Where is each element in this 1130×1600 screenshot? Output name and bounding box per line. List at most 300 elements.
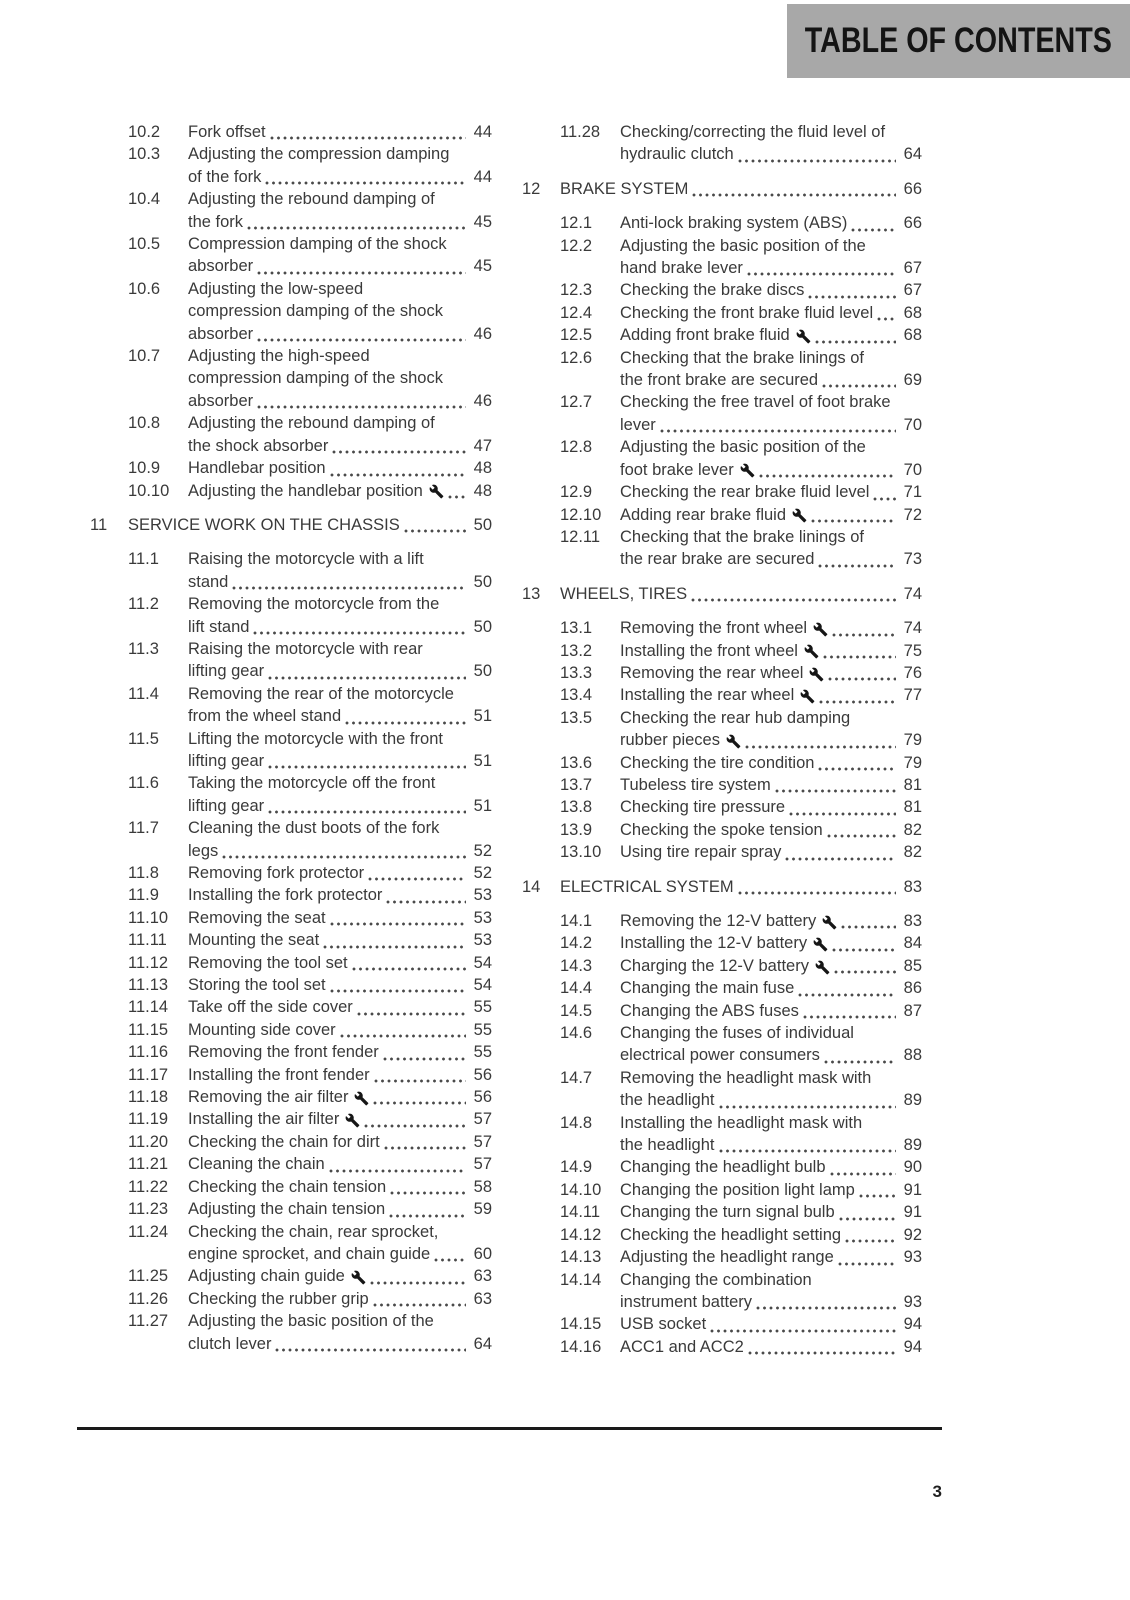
- dot-leader: [845, 1224, 896, 1246]
- toc-entry-lastline: [620, 1044, 922, 1066]
- toc-entry-body: [188, 1086, 492, 1108]
- toc-entry-title: Cleaning the chain: [188, 1155, 325, 1174]
- toc-entry-title: hand brake lever: [620, 259, 743, 278]
- toc-entry-number: 13.4: [560, 686, 593, 705]
- toc-entry-line: compression damping of the shock: [188, 302, 443, 321]
- toc-entry-body: [188, 548, 492, 593]
- toc-entry-line: Checking the rear hub damping: [620, 708, 851, 727]
- toc-entry-line: Removing the headlight mask with: [620, 1068, 872, 1087]
- toc-entry-lastline: [188, 840, 492, 862]
- dot-leader: [364, 1108, 466, 1130]
- toc-entry-body: [620, 526, 922, 571]
- toc-entry-body: [560, 876, 922, 898]
- toc-entry-title: from the wheel stand: [188, 707, 342, 726]
- toc-entry-number: 14.5: [560, 1001, 593, 1020]
- toc-entry-page: 53: [473, 886, 492, 905]
- toc-entry-number: 13.7: [560, 775, 593, 794]
- dot-leader: [330, 907, 466, 929]
- toc-entry: [90, 974, 492, 996]
- dot-leader: [719, 1134, 897, 1156]
- toc-entry: [90, 480, 492, 502]
- toc-entry-lastline: [620, 481, 922, 503]
- dot-leader: [828, 662, 896, 684]
- toc-entry-body: [620, 212, 922, 234]
- toc-entry-page: 93: [903, 1248, 922, 1267]
- toc-chapter-number: 14: [522, 877, 541, 896]
- toc-entry-page: 87: [903, 1001, 922, 1020]
- toc-entry-page: 63: [473, 1267, 492, 1286]
- toc-entry-lastline: [620, 729, 922, 751]
- toc-chapter-number: 11: [90, 515, 108, 534]
- toc-entry-number: 11.27: [128, 1312, 169, 1331]
- toc-entry-title: Charging the 12-V battery: [620, 956, 809, 975]
- toc-entry-title: the shock absorber: [188, 436, 329, 455]
- toc-entry-line: Adjusting the low-speed: [188, 279, 364, 298]
- toc-entry-body: [188, 772, 492, 817]
- toc-entry-lastline: [188, 996, 492, 1018]
- toc-entry-title: Adjusting the handlebar position: [188, 481, 423, 500]
- toc-entry-body: [620, 481, 922, 503]
- toc-entry-line: Checking that the brake linings of: [620, 348, 864, 367]
- toc-entry: [522, 684, 922, 706]
- dot-leader: [389, 1198, 466, 1220]
- toc-entry-body: [620, 640, 922, 662]
- toc-entry-page: 54: [473, 976, 492, 995]
- toc-chapter: [522, 583, 922, 605]
- toc-entry-lastline: [620, 279, 922, 301]
- toc-entry-body: [620, 302, 922, 324]
- toc-entry: [90, 1198, 492, 1220]
- toc-entry-page: 81: [903, 798, 922, 817]
- toc-entry-title: Installing the 12-V battery: [620, 934, 808, 953]
- toc-entry-lastline: [620, 752, 922, 774]
- toc-entry-lastline: [620, 1156, 922, 1178]
- toc-entry: [90, 683, 492, 728]
- toc-entry-line: compression damping of the shock: [188, 369, 443, 388]
- toc-entry-title: the fork: [188, 212, 244, 231]
- toc-entry: [522, 1112, 922, 1157]
- toc-entry: [522, 1336, 922, 1358]
- toc-entry-page: 85: [903, 956, 922, 975]
- toc-entry: [522, 235, 922, 280]
- toc-entry-lastline: [560, 876, 922, 898]
- toc-entry-lastline: [620, 548, 922, 570]
- dot-leader: [877, 302, 896, 324]
- dot-leader: [747, 257, 896, 279]
- toc-entry-number: 11.1: [128, 550, 159, 569]
- toc-entry-body: [188, 996, 492, 1018]
- toc-entry-title: absorber: [188, 324, 254, 343]
- toc-entry-lastline: [188, 884, 492, 906]
- toc-entry-number: 12.7: [560, 393, 593, 412]
- toc-entry: [90, 1108, 492, 1130]
- toc-entry: [522, 1201, 922, 1223]
- toc-entry-body: [188, 1019, 492, 1041]
- toc-entry-lastline: [560, 583, 922, 605]
- toc-entry-number: 14.15: [560, 1315, 602, 1334]
- toc-entry-body: [620, 279, 922, 301]
- toc-entry-body: [560, 583, 922, 605]
- toc-entry-number: 11.24: [128, 1222, 169, 1241]
- toc-entry: [522, 841, 922, 863]
- toc-entry-lastline: [620, 841, 922, 863]
- toc-entry-page: 79: [903, 753, 922, 772]
- dot-leader: [785, 841, 896, 863]
- toc-entry-title: lifting gear: [188, 796, 265, 815]
- toc-entry: [90, 457, 492, 479]
- toc-entry-page: 88: [903, 1046, 922, 1065]
- toc-entry: [90, 1131, 492, 1153]
- toc-entry-page: 90: [903, 1158, 922, 1177]
- toc-entry-title: Installing the front fender: [188, 1065, 370, 1084]
- toc-entry-number: 14.14: [560, 1270, 602, 1289]
- toc-entry-title: the headlight: [620, 1136, 715, 1155]
- toc-entry-body: [620, 841, 922, 863]
- toc-entry-title: Checking tire pressure: [620, 798, 786, 817]
- toc-entry-body: [620, 1313, 922, 1335]
- toc-entry-body: [620, 391, 922, 436]
- dot-leader: [859, 1179, 896, 1201]
- dot-leader: [789, 796, 896, 818]
- toc-entry-page: 70: [903, 460, 922, 479]
- toc-entry-title: legs: [188, 841, 219, 860]
- toc-entry-lastline: [620, 1246, 922, 1268]
- toc-entry-title: Adjusting chain guide: [188, 1267, 345, 1286]
- toc-entry-line: Adjusting the basic position of the: [188, 1312, 434, 1331]
- toc-entry: [90, 143, 492, 188]
- toc-entry-title: lifting gear: [188, 751, 265, 770]
- toc-chapter-page: 83: [903, 877, 922, 896]
- dot-leader: [247, 211, 466, 233]
- dot-leader: [798, 977, 896, 999]
- toc-chapter-number: 13: [522, 584, 541, 603]
- toc-entry-lastline: [188, 1041, 492, 1063]
- toc-entry: [90, 278, 492, 345]
- dot-leader: [824, 1044, 896, 1066]
- toc-entry-line: Changing the combination: [620, 1270, 812, 1289]
- toc-entry-lastline: [188, 323, 492, 345]
- toc-entry-lastline: [188, 1086, 492, 1108]
- toc-entry-page: 51: [473, 751, 492, 770]
- toc-entry-lastline: [188, 166, 492, 188]
- toc-chapter-title: SERVICE WORK ON THE CHASSIS: [128, 515, 400, 534]
- toc-entry-page: 73: [903, 550, 922, 569]
- toc-entry-body: [620, 1000, 922, 1022]
- toc-entry-lastline: [620, 640, 922, 662]
- toc-entry: [522, 774, 922, 796]
- toc-entry-title: hydraulic clutch: [620, 145, 734, 164]
- toc-entry: [90, 593, 492, 638]
- toc-entry-page: 45: [473, 257, 492, 276]
- toc-entry-title: engine sprocket, and chain guide: [188, 1244, 431, 1263]
- toc-entry: [90, 233, 492, 278]
- toc-entry-page: 52: [473, 841, 492, 860]
- toc-entry-body: [188, 1064, 492, 1086]
- toc-entry-page: 77: [903, 686, 922, 705]
- toc-entry-page: 50: [473, 572, 492, 591]
- toc-entry: [522, 1269, 922, 1314]
- toc-entry-body: [620, 324, 922, 346]
- toc-entry-number: 11.23: [128, 1200, 169, 1219]
- toc-entry-body: [188, 1310, 492, 1355]
- toc-entry-lastline: [560, 178, 922, 200]
- dot-leader: [222, 840, 466, 862]
- toc-chapter: [522, 876, 922, 898]
- toc-entry-title: Checking the chain tension: [188, 1177, 387, 1196]
- dot-leader: [340, 1019, 466, 1041]
- footer-divider: [77, 1427, 942, 1430]
- toc-entry-page: 92: [903, 1225, 922, 1244]
- toc-entry-page: 89: [903, 1091, 922, 1110]
- toc-entry-page: 50: [473, 662, 492, 681]
- toc-entry-title: Removing the tool set: [188, 953, 348, 972]
- dot-leader: [832, 617, 896, 639]
- toc-entry-page: 82: [903, 820, 922, 839]
- toc-entry: [522, 819, 922, 841]
- toc-entry-page: 51: [473, 796, 492, 815]
- toc-entry-number: 10.6: [128, 279, 161, 298]
- toc-entry: [522, 662, 922, 684]
- toc-entry-number: 11.7: [128, 819, 159, 838]
- toc-entry-body: [188, 1108, 492, 1130]
- dot-leader: [357, 996, 466, 1018]
- toc-entry-page: 53: [473, 908, 492, 927]
- toc-entry-number: 13.1: [560, 619, 593, 638]
- wrench-icon: [740, 463, 755, 478]
- toc-entry-number: 10.5: [128, 235, 161, 254]
- toc-entry-page: 51: [473, 707, 492, 726]
- toc-entry-body: [620, 955, 922, 977]
- toc-entry-title: Changing the position light lamp: [620, 1180, 855, 1199]
- toc-entry-lastline: [620, 369, 922, 391]
- toc-entry-number: 14.16: [560, 1337, 602, 1356]
- toc-entry-body: [620, 1201, 922, 1223]
- dot-leader: [268, 795, 466, 817]
- toc-entry-lastline: [188, 1108, 492, 1130]
- toc-entry-number: 11.13: [128, 976, 169, 995]
- toc-entry: [522, 324, 922, 346]
- toc-entry-lastline: [620, 1291, 922, 1313]
- toc-entry-body: [188, 974, 492, 996]
- dot-leader: [811, 504, 896, 526]
- toc-entry-page: 47: [473, 436, 492, 455]
- dot-leader: [851, 212, 896, 234]
- toc-entry-body: [188, 1221, 492, 1266]
- dot-leader: [232, 571, 466, 593]
- dot-leader: [374, 1064, 466, 1086]
- toc-entry-body: [620, 1246, 922, 1268]
- toc-entry-body: [188, 593, 492, 638]
- toc-entry: [522, 1224, 922, 1246]
- toc-entry-page: 74: [903, 619, 922, 638]
- toc-entry-body: [128, 514, 492, 536]
- dot-leader: [841, 910, 896, 932]
- toc-entry-number: 11.18: [128, 1088, 169, 1107]
- wrench-icon: [809, 667, 824, 682]
- dot-leader: [390, 1176, 466, 1198]
- dot-leader: [434, 1243, 466, 1265]
- dot-leader: [838, 1246, 896, 1268]
- toc-entry-body: [620, 1179, 922, 1201]
- toc-entry-body: [188, 907, 492, 929]
- dot-leader: [257, 255, 466, 277]
- toc-entry-lastline: [620, 1134, 922, 1156]
- toc-entry-body: [188, 278, 492, 345]
- toc-entry-body: [620, 347, 922, 392]
- toc-entry-title: Installing the fork protector: [188, 886, 383, 905]
- toc-entry-title: Adjusting the headlight range: [620, 1248, 834, 1267]
- toc-entry-body: [620, 932, 922, 954]
- toc-entry-lastline: [188, 795, 492, 817]
- toc-entry-number: 11.15: [128, 1020, 169, 1039]
- toc-entry-page: 54: [473, 953, 492, 972]
- toc-entry-lastline: [620, 504, 922, 526]
- toc-entry-lastline: [620, 257, 922, 279]
- dot-leader: [373, 1086, 466, 1108]
- toc-entry-number: 10.10: [128, 481, 170, 500]
- toc-entry-body: [620, 819, 922, 841]
- toc-entry: [522, 212, 922, 234]
- toc-entry-page: 94: [903, 1315, 922, 1334]
- toc-entry-lastline: [188, 480, 492, 502]
- toc-entry-title: Changing the turn signal bulb: [620, 1203, 835, 1222]
- dot-leader: [719, 1089, 897, 1111]
- toc-entry-title: Checking the tire condition: [620, 753, 815, 772]
- wrench-icon: [351, 1270, 366, 1285]
- toc-entry-title: rubber pieces: [620, 731, 720, 750]
- dot-leader: [323, 929, 466, 951]
- wrench-icon: [813, 937, 828, 952]
- toc-entry-title: Changing the main fuse: [620, 979, 795, 998]
- toc-entry-title: instrument battery: [620, 1292, 753, 1311]
- toc-entry-number: 12.4: [560, 303, 593, 322]
- toc-entry-title: electrical power consumers: [620, 1046, 820, 1065]
- toc-entry-line: Adjusting the compression damping: [188, 145, 450, 164]
- toc-entry-line: Installing the headlight mask with: [620, 1113, 863, 1132]
- toc-entry-lastline: [188, 616, 492, 638]
- toc-entry-lastline: [620, 955, 922, 977]
- toc-entry-lastline: [188, 660, 492, 682]
- toc-entry-lastline: [188, 1176, 492, 1198]
- toc-entry-body: [188, 638, 492, 683]
- toc-chapter-page: 66: [903, 179, 922, 198]
- toc-chapter-page: 74: [903, 584, 922, 603]
- toc-entry-body: [620, 1336, 922, 1358]
- toc-entry-lastline: [620, 414, 922, 436]
- toc-entry-title: Checking the front brake fluid level: [620, 303, 874, 322]
- toc-entry: [90, 1221, 492, 1266]
- toc-entry-title: Checking the chain for dirt: [188, 1132, 380, 1151]
- toc-entry-title: lifting gear: [188, 662, 265, 681]
- toc-entry-title: Removing the seat: [188, 908, 326, 927]
- toc-entry-lastline: [620, 1089, 922, 1111]
- toc-entry-lastline: [188, 1064, 492, 1086]
- dot-leader: [370, 1265, 466, 1287]
- toc-entry-number: 11.28: [560, 123, 601, 141]
- toc-entry: [90, 1153, 492, 1175]
- toc-entry: [522, 796, 922, 818]
- toc-entry-page: 79: [903, 731, 922, 750]
- toc-chapter: [90, 514, 492, 536]
- toc-entry-line: Compression damping of the shock: [188, 235, 447, 254]
- dot-leader: [373, 1288, 466, 1310]
- toc-entry-title: Changing the headlight bulb: [620, 1158, 826, 1177]
- dot-leader: [692, 178, 896, 200]
- toc-entry-page: 70: [903, 415, 922, 434]
- toc-entry: [522, 1156, 922, 1178]
- toc-entry-body: [620, 796, 922, 818]
- dot-leader: [270, 121, 466, 143]
- toc-entry-line: Adjusting the high-speed: [188, 347, 370, 366]
- toc-entry-body: [188, 862, 492, 884]
- toc-entry-body: [188, 683, 492, 728]
- toc-entry-lastline: [188, 211, 492, 233]
- toc-entry: [90, 907, 492, 929]
- toc-entry-number: 11.25: [128, 1267, 169, 1286]
- dot-leader: [384, 1131, 466, 1153]
- toc-entry: [90, 862, 492, 884]
- toc-entry-number: 11.2: [128, 595, 159, 614]
- toc-entry-number: 13.10: [560, 843, 602, 862]
- toc-entry-title: stand: [188, 572, 229, 591]
- toc-entry-page: 48: [473, 459, 492, 478]
- toc-entry-title: Removing fork protector: [188, 864, 365, 882]
- toc-entry: [522, 302, 922, 324]
- toc-entry-body: [188, 1176, 492, 1198]
- toc-entry-number: 11.6: [128, 774, 159, 793]
- toc-entry-body: [620, 662, 922, 684]
- toc-entry: [522, 617, 922, 639]
- toc-entry-page: 72: [903, 505, 922, 524]
- toc-entry: [522, 910, 922, 932]
- toc-entry-number: 11.19: [128, 1110, 169, 1129]
- toc-entry-body: [620, 752, 922, 774]
- toc-entry: [522, 1246, 922, 1268]
- toc-entry: [90, 1176, 492, 1198]
- dot-leader: [818, 752, 896, 774]
- toc-entry: [90, 728, 492, 773]
- toc-entry-number: 14.6: [560, 1024, 593, 1043]
- toc-entry-number: 11.22: [128, 1177, 169, 1196]
- toc-entry-number: 14.13: [560, 1248, 602, 1267]
- toc-entry-lastline: [188, 862, 492, 884]
- toc-entry-lastline: [188, 929, 492, 951]
- toc-entry-body: [188, 345, 492, 412]
- toc-entry-page: 55: [473, 1020, 492, 1039]
- toc-entry-line: Checking the free travel of foot brake: [620, 393, 891, 412]
- toc-entry-number: 11.5: [128, 729, 159, 748]
- toc-entry: [90, 345, 492, 412]
- toc-entry-page: 76: [903, 663, 922, 682]
- toc-entry: [522, 121, 922, 166]
- toc-entry-title: Adding rear brake fluid: [620, 505, 787, 524]
- toc-entry-page: 64: [903, 145, 922, 164]
- toc-entry-title: Checking the spoke tension: [620, 820, 823, 839]
- toc-entry-lastline: [620, 212, 922, 234]
- toc-entry-lastline: [620, 143, 922, 165]
- toc-entry-line: Cleaning the dust boots of the fork: [188, 819, 440, 838]
- dot-leader: [329, 1153, 466, 1175]
- toc-entry-number: 11.4: [128, 684, 159, 703]
- toc-entry-number: 12.9: [560, 483, 593, 502]
- toc-entry-lastline: [128, 514, 492, 536]
- toc-entry-number: 12.1: [560, 214, 593, 233]
- toc-entry-page: 57: [473, 1155, 492, 1174]
- toc-entry-title: Storing the tool set: [188, 976, 326, 995]
- toc-entry-title: foot brake lever: [620, 460, 734, 479]
- toc-entry-body: [188, 1288, 492, 1310]
- toc-entry-line: Raising the motorcycle with a lift: [188, 550, 424, 569]
